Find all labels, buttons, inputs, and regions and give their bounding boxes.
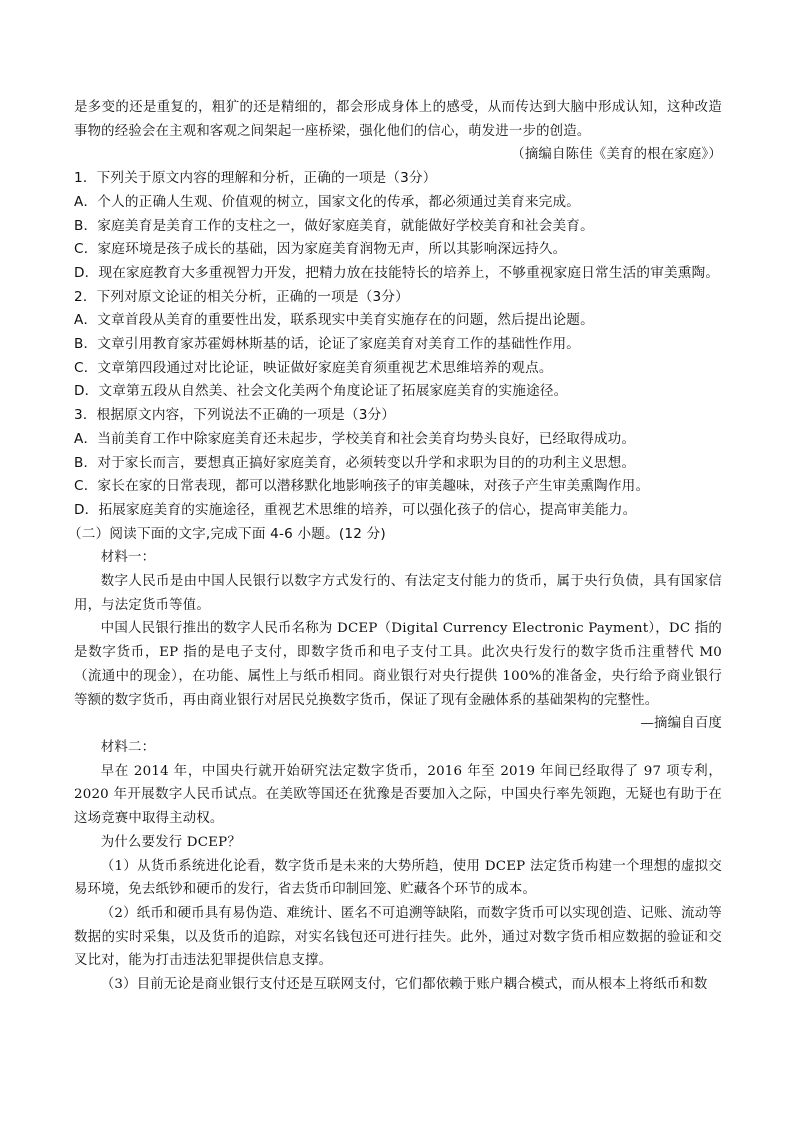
option-b: B．文章引用教育家苏霍姆林斯基的话，论证了家庭美育对美育工作的基础性作用。 [74,336,581,353]
option-a: A．文章首段从美育的重要性出发，联系现实中美育实施存在的问题，然后提出论题。 [74,312,594,329]
source-citation: （摘编自陈佳《美育的根在家庭》） [511,147,722,163]
question-1 [74,167,722,286]
option-c: C．家庭环境是孩子成长的基础，因为家庭美育润物无声，所以其影响深远持久。 [74,241,567,258]
option-d: D．拓展家庭美育的实施途径，重视艺术思维的培养，可以强化孩子的信心，提高审美能力。 [74,501,637,518]
question-stem: 2．下列对原文论证的相关分析，正确的一项是（3分） [74,288,409,305]
material-paragraph: （3）目前无论是商业银行支付还是互联网支付，它们都依赖于账户耦合模式，而从根本上将纸币和数 [100,977,708,993]
material-label: 材料二： [100,739,156,755]
material-label: 材料一： [100,550,156,566]
section-heading: （二）阅读下面的文字,完成下面 4-6 小题。(12 分) [68,525,386,542]
option-b: B．对于家长而言，要想真正搞好家庭美育，必须转变以升学和求职为目的的功利主义思想。 [74,454,636,471]
material-source: —摘编自百度 [640,716,722,732]
option-a: A．个人的正确人生观、价值观的树立，国家文化的传承，都必须通过美育来完成。 [74,193,581,210]
material-paragraph: 为什么要发行 DCEP？ [100,834,241,850]
option-c: C．文章第四段通过对比论证，映证做好家庭美育须重视艺术思维培养的观点。 [74,359,553,376]
option-a: A．当前美育工作中除家庭美育还未起步，学校美育和社会美育均势头良好，已经取得成功。 [74,430,636,447]
question-3 [74,404,722,523]
option-c: C．家长在家的日常表现，都可以潜移默化地影响孩子的审美趣味，对孩子产生审美熏陶作用。 [74,478,650,495]
question-stem: 3．根据原文内容，下列说法不正确的一项是（3分） [74,407,396,424]
material-paragraph: 早在 2014 年，中国央行就开始研究法定数字货币，2016 年至 2019 年间已经取得了 97 项专利，2020 年开展数字人民币试点。在美欧等国还在犹豫是否要加入之际，中国央行率先领跑，无疑也有助于在这场竞赛中取得主动权。 [74,763,722,827]
option-d: D．现在家庭教育大多重视智力开发，把精力放在技能特长的培养上，不够重视家庭日常生活的审美熏陶。 [74,264,720,281]
material-1 [74,546,722,736]
question-stem: 1．下列关于原文内容的理解和分析，正确的一项是（3分） [74,170,437,187]
material-paragraph: （2）纸币和硬币具有易伪造、难统计、匿名不可追溯等缺陷，而数字货币可以实现创造、记账、流动等数据的实时采集，以及货币的追踪，对实名钱包还可进行挂失。此外，通过对数字货币相应数据的验证和交叉比对，能为打击违法犯罪提供信息支撑。 [74,905,722,969]
intro-paragraph: 是多变的还是重复的，粗犷的还是精细的，都会形成身体上的感受，从而传达到大脑中形成认知，这种改造事物的经验会在主观和客观之间架起一座桥梁，强化他们的信心，萌发进一步的创造。 [74,100,722,139]
material-2 [74,736,722,997]
question-2 [74,286,722,405]
option-b: B．家庭美育是美育工作的支柱之一，做好家庭美育，就能做好学校美育和社会美育。 [74,217,594,234]
material-paragraph: （1）从货币系统进化论看，数字货币是未来的大势所趋，使用 DCEP 法定货币构建一个理想的虚拟交易环境，免去纸钞和硬币的发行，省去货币印制回笼、贮藏各个环节的成本。 [74,858,722,898]
material-paragraph: 数字人民币是由中国人民银行以数字方式发行的、有法定支付能力的货币，属于央行负债，具有国家信用，与法定货币等值。 [74,574,722,613]
option-d: D．文章第五段从自然美、社会文化美两个角度论证了拓展家庭美育的实施途径。 [74,383,568,400]
material-paragraph: 中国人民银行推出的数字人民币名称为 DCEP（Digital Currency Electronic Payment），DC 指的是数字货币，EP 指的是电子支付，即数字货币和电子支付工具。此次央行发行的数字货币注重替代 M0（流通中的现金），在功能、属性上与纸币相同。商业银行对央行提供 100%的准备金，央行给予商业银行等额的数字货币，再由商业银行对居民兑换数字货币，保证了现有金融体系的基础架构的完整性。 [74,621,722,708]
document-body [68,96,722,997]
